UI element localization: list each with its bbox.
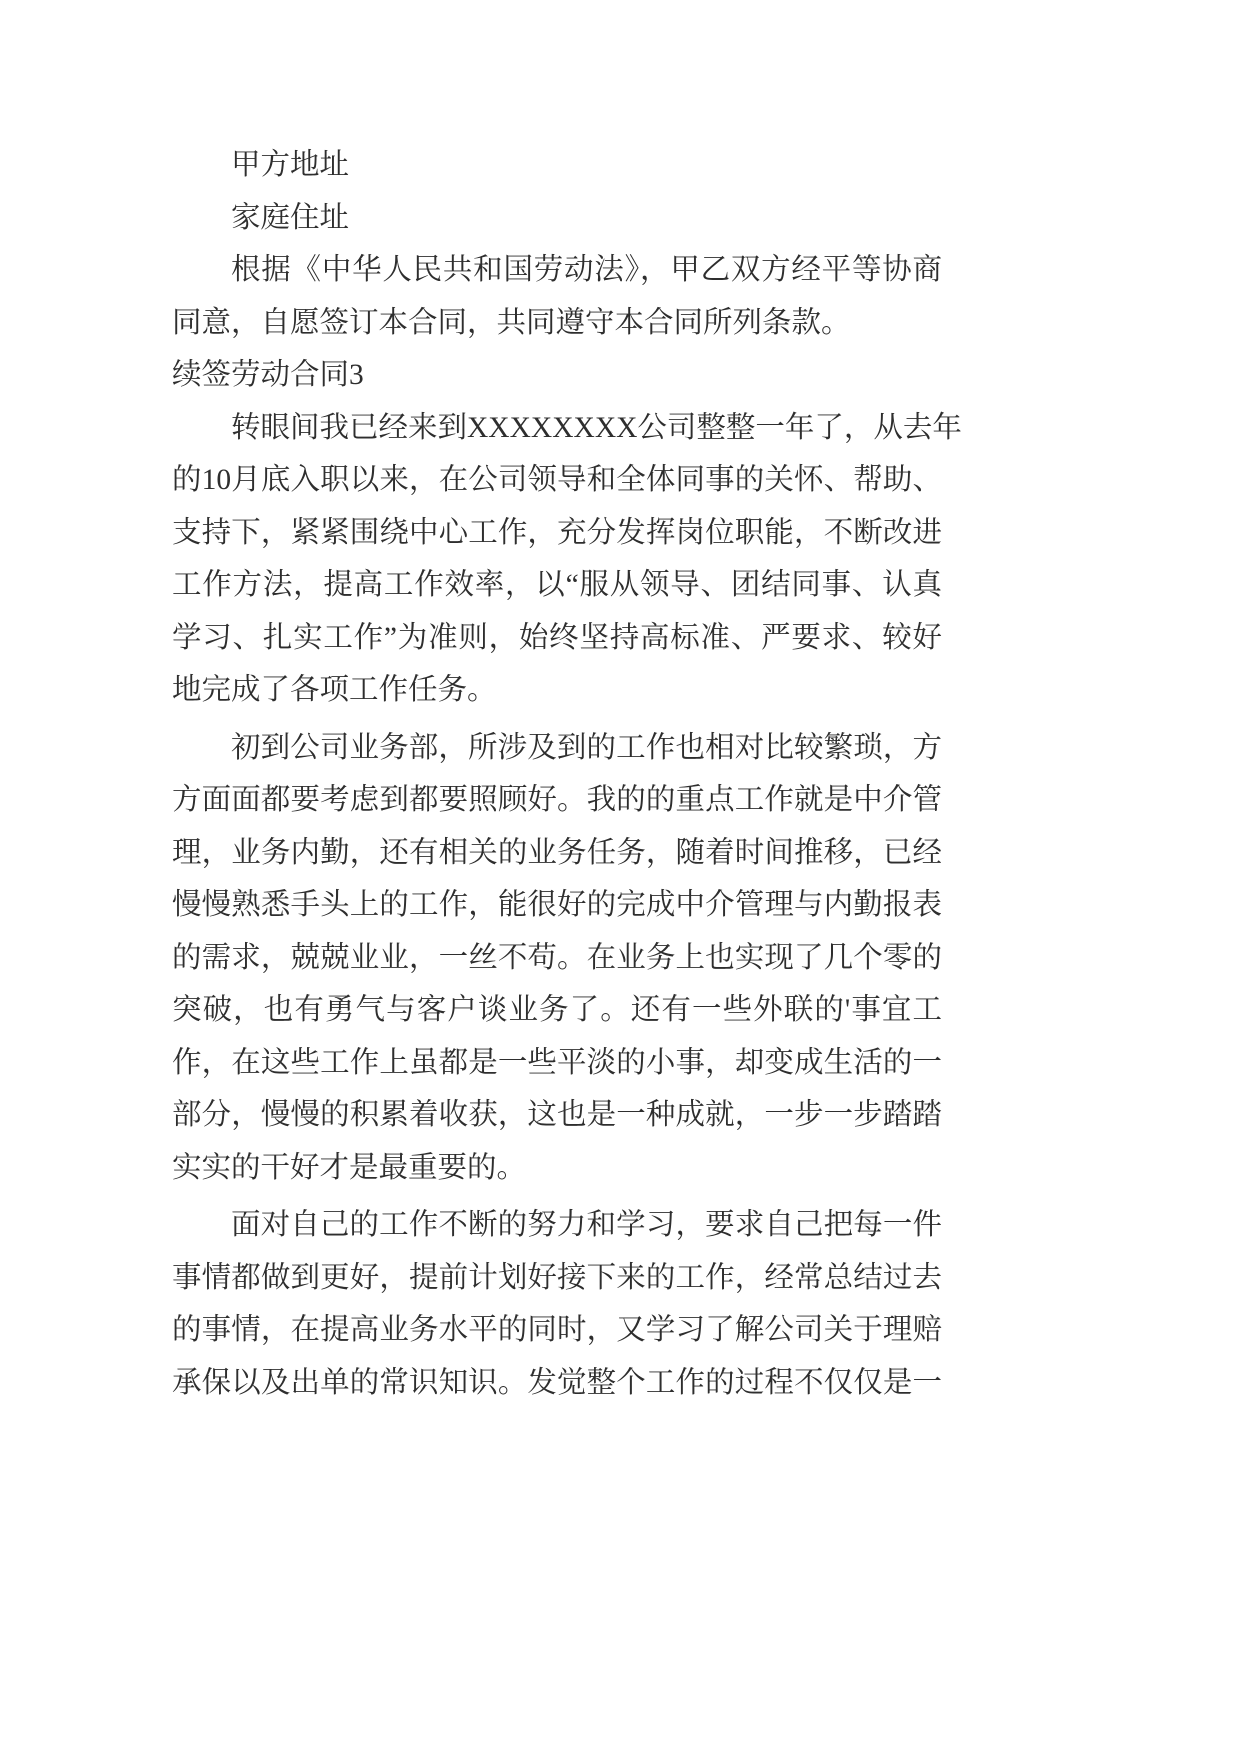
section-title: 续签劳动合同3 (172, 359, 364, 391)
paragraph-line: 突破，也有勇气与客户谈业务了。还有一些外联的'事宜工 (172, 994, 942, 1026)
paragraph-line: 作，在这些工作上虽都是一些平淡的小事，却变成生活的一 (172, 1046, 942, 1079)
paragraph-line: 的事情，在提高业务水平的同时，又学习了解公司关于理赔 (172, 1314, 942, 1346)
paragraph-line: 事情都做到更好，提前计划好接下来的工作，经常总结过去 (172, 1261, 942, 1294)
body-paragraph-2 (172, 722, 942, 1195)
paragraph-line: 地完成了各项工作任务。 (172, 674, 497, 706)
body-paragraph-3 (172, 1199, 942, 1409)
paragraph-line: 工作方法，提高工作效率，以“服从领导、团结同事、认真 (172, 569, 942, 601)
party-a-address-paragraph (172, 139, 942, 192)
paragraph-line: 慢慢熟悉手头上的工作，能很好的完成中介管理与内勤报表 (172, 889, 942, 921)
preamble-paragraph (172, 244, 942, 349)
paragraph-line: 转眼间我已经来到XXXXXXXX公司整整一年了，从去年 (231, 411, 962, 444)
paragraph-line: 根据《中华人民共和国劳动法》，甲乙双方经平等协商 (231, 254, 942, 286)
section-title-block (172, 349, 942, 402)
paragraph-line: 理，业务内勤，还有相关的业务任务，随着时间推移，已经 (172, 836, 942, 869)
paragraph-line: 部分，慢慢的积累着收获，这也是一种成就，一步一步踏踏 (172, 1099, 942, 1131)
document-body (172, 139, 962, 1409)
paragraph-line: 同意，自愿签订本合同，共同遵守本合同所列条款。 (172, 306, 851, 339)
paragraph-line: 的需求，兢兢业业，一丝不苟。在业务上也实现了几个零的 (172, 941, 942, 974)
paragraph-line: 初到公司业务部，所涉及到的工作也相对比较繁琐，方 (231, 731, 942, 764)
paragraph-line: 支持下，紧紧围绕中心工作，充分发挥岗位职能，不断改进 (172, 516, 942, 549)
paragraph-line: 方面面都要考虑到都要照顾好。我的的重点工作就是中介管 (172, 784, 942, 816)
paragraph-line: 的10月底入职以来，在公司领导和全体同事的关怀、帮助、 (172, 464, 942, 496)
paragraph-line: 承保以及出单的常识知识。发觉整个工作的过程不仅仅是一 (172, 1366, 942, 1399)
paragraph-line: 学习、扎实工作”为准则，始终坚持高标准、严要求、较好 (172, 621, 942, 654)
paragraph-line: 面对自己的工作不断的努力和学习，要求自己把每一件 (231, 1209, 942, 1241)
paragraph-line: 实实的干好才是最重要的。 (172, 1151, 527, 1184)
party-a-address-label: 甲方地址 (231, 149, 350, 181)
home-address-paragraph (172, 192, 942, 245)
body-paragraph-1 (172, 402, 962, 717)
home-address-label: 家庭住址 (231, 201, 350, 234)
